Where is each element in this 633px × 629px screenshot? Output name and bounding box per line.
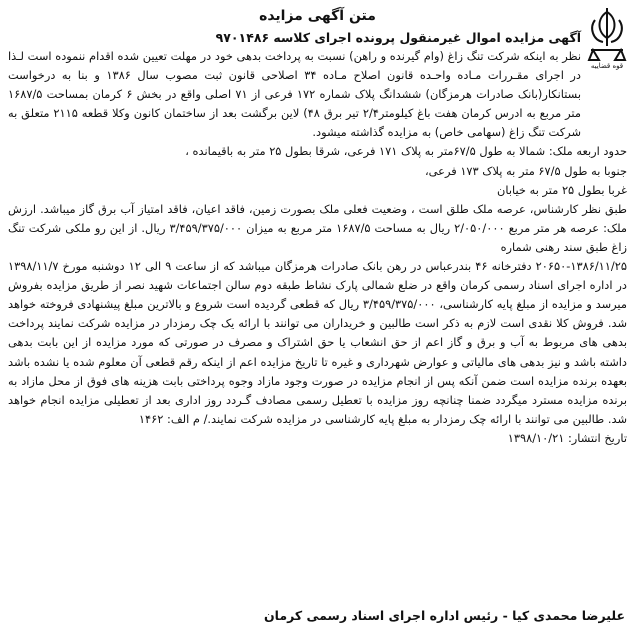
paragraph-boundaries-north-east: حدود اربعه ملک: شمالا به طول ۶۷/۵متر به پلاک ۱۷۱ فرعی، شرقا بطول ۲۵ متر به باقیمانده ، (185, 144, 627, 159)
iran-emblem-icon (585, 6, 629, 70)
notice-title: متن آگهی مزایده (259, 8, 376, 24)
signature: علیرضا محمدی کیا - رئیس اداره اجرای اسناد رسمی کرمان (264, 608, 625, 623)
paragraph-boundaries-west: غربا بطول ۲۵ متر به خیابان (497, 182, 627, 197)
paragraph-appraisal: طبق نظر کارشناس، عرصه ملک طلق است ، وضعیت فعلی ملک بصورت زمین، فاقد اعیان، فاقد امتیاز آب برق گاز میباشد. ارزش ملک: عرصه هر متر مربع ۲/۰۵۰/۰۰۰ ریال به مساحت ۱۶۸۷/۵ متر مربع به میزان ۳/۴۵۹/۳۷۵/۰۰۰ ریال. از این رو ملکی شرکت تنگ زاغ طبق سند رهنی شماره (8, 201, 627, 254)
notice-subtitle: آگهی مزایده اموال غیرمنقول پرونده اجرای کلاسه ۹۷۰۱۴۸۶ (215, 30, 581, 45)
paragraph-auction-terms: ۲۰۶۵۰-۱۳۸۶/۱۱/۲۵ دفترخانه ۴۶ بندرعباس در رهن بانک صادرات هرمزگان میباشد که از ساعت ۹ الی ۱۲ دوشنبه مورخ ۱۳۹۸/۱۱/۷ در اداره اجرای اسناد رسمی کرمان واقع در ضلع شمالی پارک نشاط طبقه دوم سالن اجتماعات شهید نصر از طریق مزایده بفروش میرسد و مزایده از مبلغ پایه کارشناسی، ۳/۴۵۹/۳۷۵/۰۰۰ ریال که قطعی گردیده است شروع و بالاترین مبلغ پیشنهادی فروخته خواهد شد. فروش کلا نقدی است لازم به ذکر است طالبین و خریداران می توانند با ارائه یک چک رمزدار در مزایده شرکت نمایند پرداخت بدهی های مربوط به آب و برق و گاز اعم از حق انشعاب یا حق اشتراک و مصرف در صورتی که مورد مزایده از این بابت بدهی داشته باشد و نیز بدهی های مالیاتی و عوارض شهرداری و غیره تا تاریخ مزایده اعم از اینکه رقم قطعی آن معلوم شده یا نشده باشد بعهده برنده مزایده است ضمن آنکه پس از انجام مزایده در صورت وجود مازاد وجوه پرداختی بابت هزینه های فوق از محل مازاد به برنده مزایده مسترد میگردد ضمنا چنانچه روز مزایده با تعطیل رسمی مصادف گـردد روز اداری بعد از تعطیلی مزایده انجام خواهد شد. طالبین می توانند با ارائه چک رمزدار به مبلغ پایه کارشناسی در مزایده شرکت نمایند./ م الف: ۱۴۶۲ (8, 259, 627, 426)
publication-date: تاریخ انتشار: ۱۳۹۸/۱۰/۲۱ (507, 430, 627, 445)
paragraph-intro: نظر به اینکه شرکت تنگ زاغ (وام گیرنده و راهن) نسبت به پرداخت بدهی خود در مهلت تعیین شده اقدام ننموده است لـذا در اجرای مقـررات مـاده واحـده قانون اصلاح مـاده ۳۴ اصلاحی قانون ثبت مصوب سال ۱۳۸۶ و بنا به درخواست بستانکار(بانک صادرات هرمزگان) ششدانگ پلاک شماره ۱۷۲ فرعی از ۷۱ اصلی واقع در بخش ۶ کرمان بمساحت ۱۶۸۷/۵ متر مربع به ادرس کرمان هفت باغ کیلومتر۲/۴ تیر برق ۴۸) لاین برگشت بعد از ساختمان کانون وکلا قطعه ۲۱۱۵ متعلق به شرکت تنگ زاغ (سهامی خاص) به مزایده گذاشته میشود. (8, 49, 582, 140)
paragraph-boundaries-south: جنوبا به طول ۶۷/۵ متر به پلاک ۱۷۳ فرعی، (424, 163, 627, 178)
notice-body (8, 47, 627, 448)
svg-text:قوه قضاییه: قوه قضاییه (590, 62, 624, 70)
